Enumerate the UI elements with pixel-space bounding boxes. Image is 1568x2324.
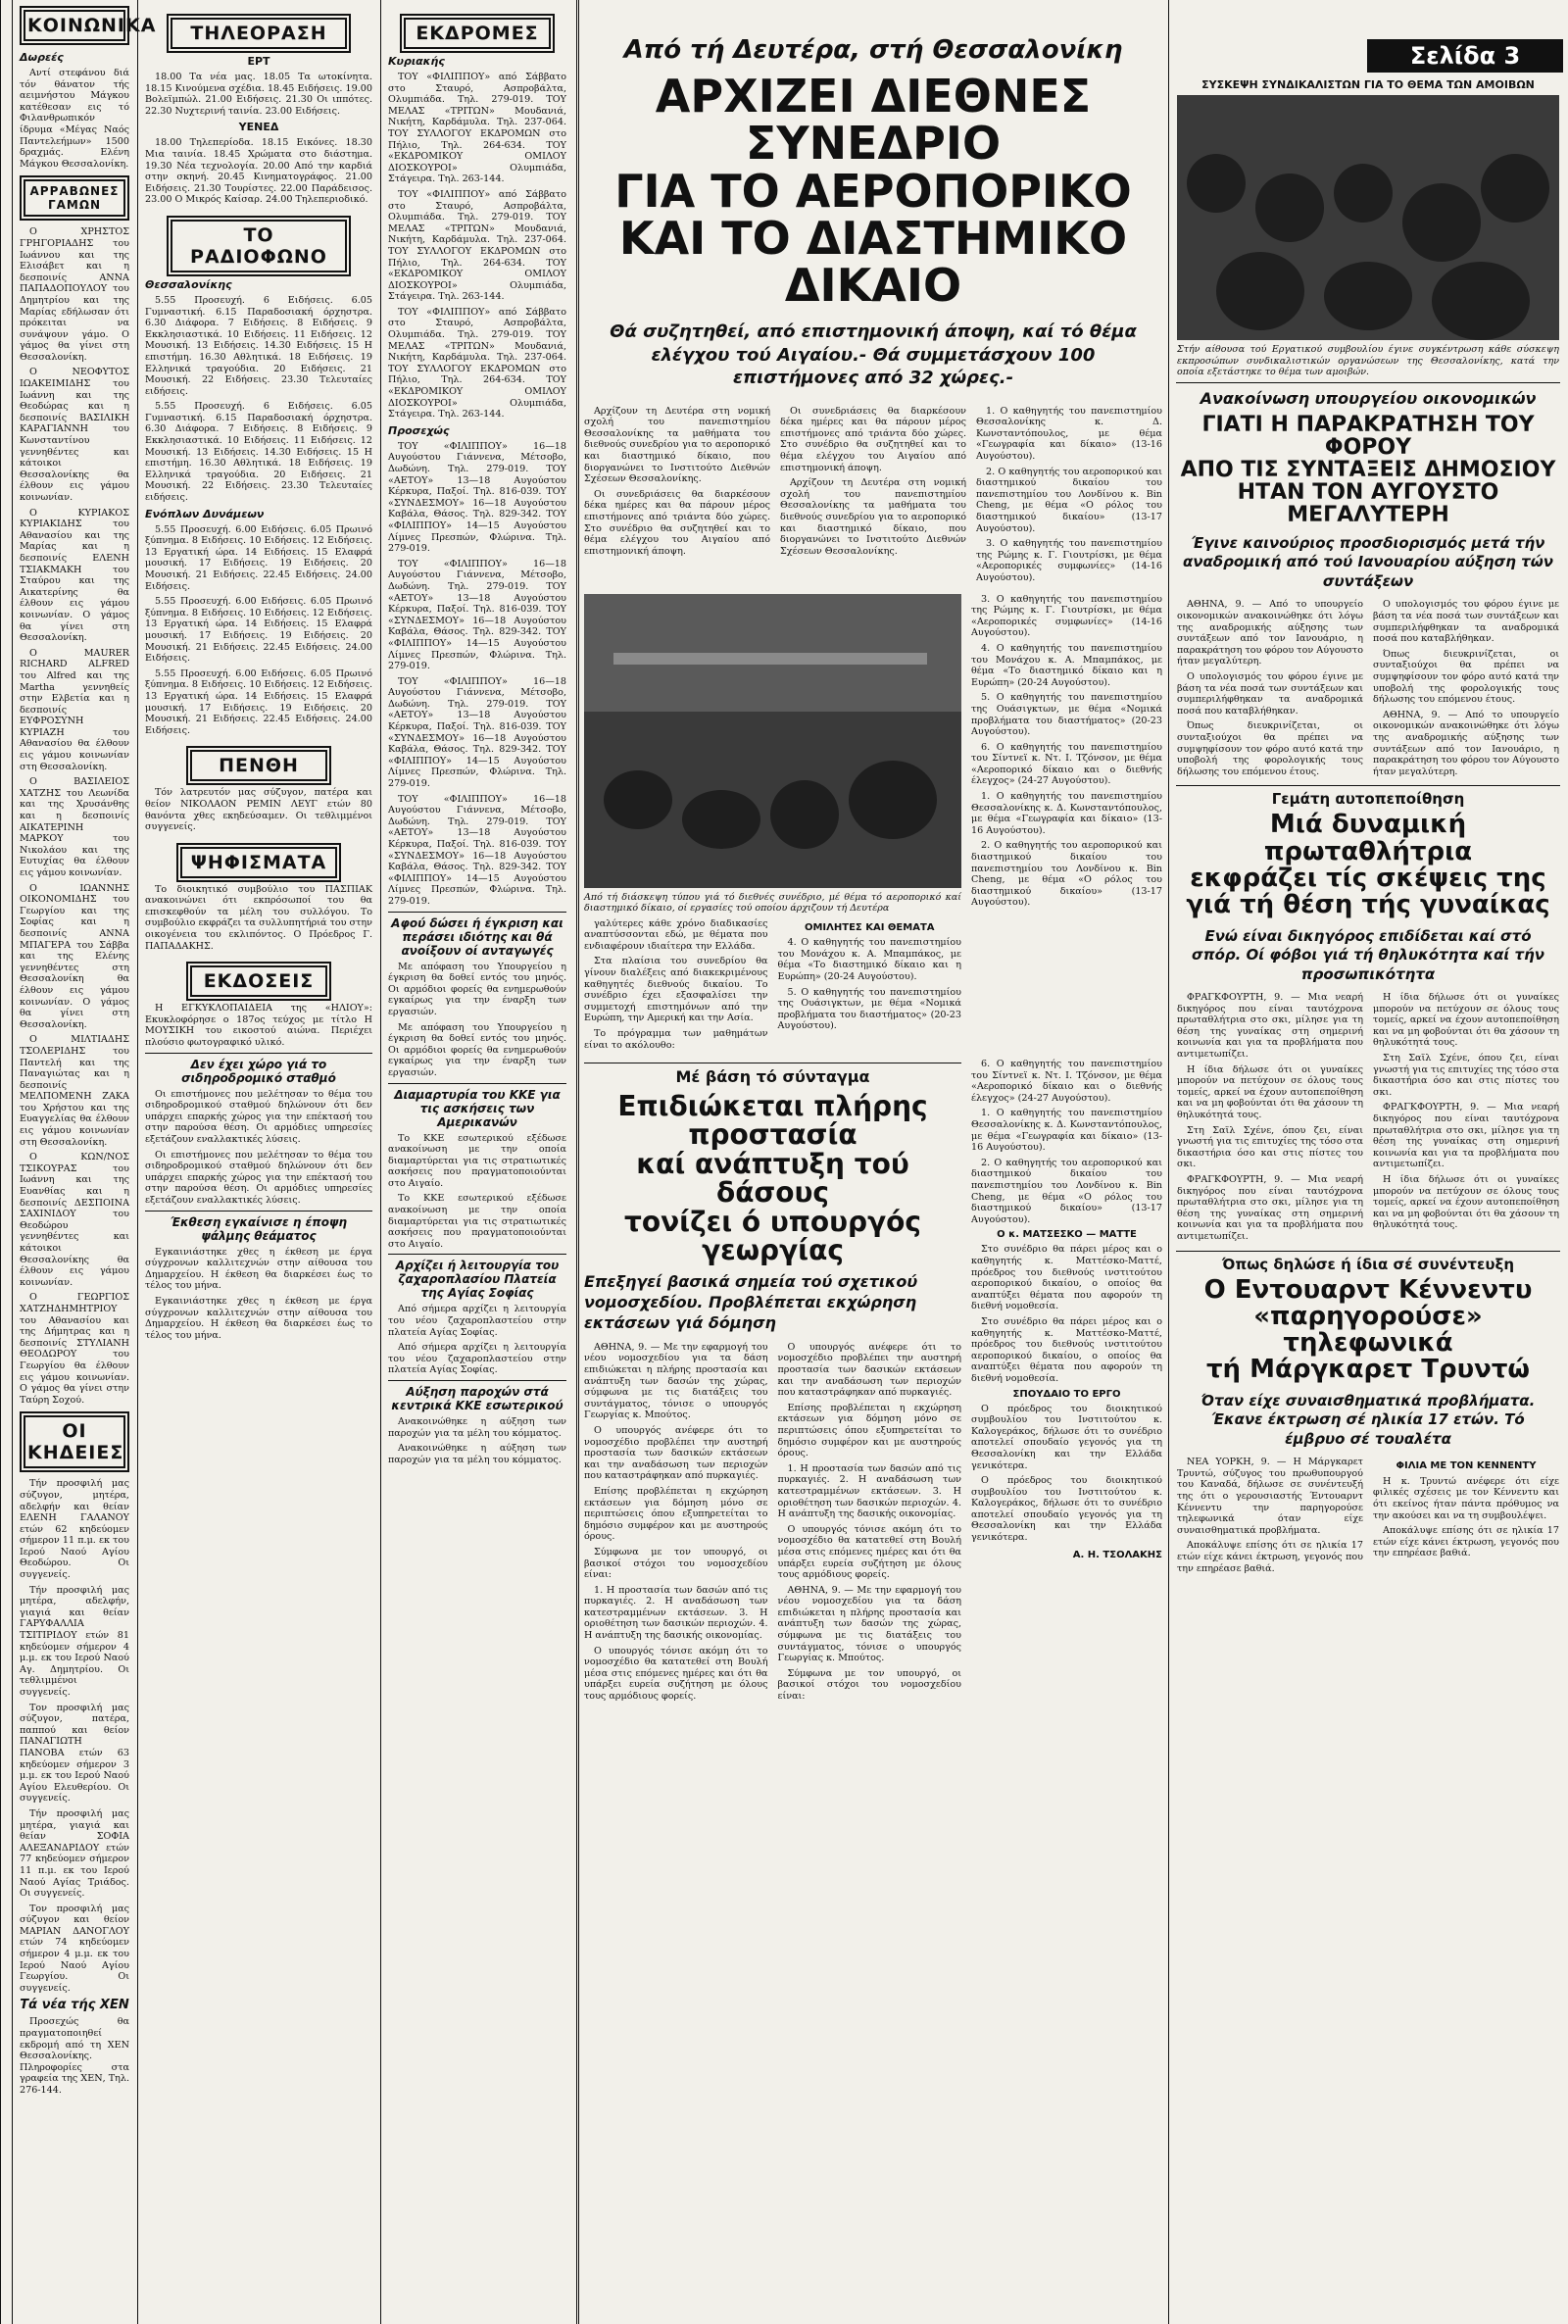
forest-body-b: Ο υπουργός ανέφερε ότι το νομοσχέδιο προβλέπει την αυστηρή προστασία των δασικών εκτάσεων και την αναδάσωση των περιοχών που καταστράφηκαν από πυρκαγιές. Επίσης προβλέπεται η εκχώρηση εκτάσεων για δόμηση μόνο σε περιπτώσεις όπου εξυπηρετείται το δημόσιο συμφέρον και με αυστηρούς όρους. 1. Η προστασία των δασών από τις πυρκαγιές. 2. Η αναδάσωση των κατεστραμμένων εκτάσεων. 3. Η οριοθέτηση των δασικών περιοχών. 4. Η ανάπτυξη της δασικής οικονομίας. Ο υπουργός τόνισε ακόμη ότι το νομοσχέδιο θα κατατεθεί στη Βουλή μέσα στις επόμενες ημέρες και ότι θα υπάρξει ευρεία συζήτηση με όλους τους αρμόδιους φορείς. ΑΘΗΝΑ, 9. — Με την εφαρμογή του νέου νομοσχεδίου για τα δάση επιδιώκεται η πλήρης προστασία και ανάπτυξη των δασών της χώρας, σύμφωνα με τις διατάξεις του συντάγματος, τόνισε ο υπουργός Γεωργίας κ. Μπούτος. Σύμφωνα με τον υπουργό, οι βασικοί στόχοι του νομοσχεδίου είναι: [777,1341,961,1703]
divider [1176,382,1560,383]
main-body-c: γαλύτερες κάθε χρόνο διαδικασίες αναπτύσσονται εδώ, με θέματα που ενδιαφέρουν ιδιαίτερα την Ελλάδα. Στα πλαίσια του συνεδρίου θα γίνουν διαλέξεις από διακεκριμένους καθηγητές διεθνούς δικαίου. Το συνέδριο έχει εξασφαλίσει την συμμετοχή επιστημόνων από την Ευρώπη, την Αμερική και την Ασία. Το πρόγραμμα των μαθημάτων είναι το ακόλουθο: [584,917,768,1051]
athlete-lead: Ενώ είναι δικηγόρος επιδίδεται καί στό σπόρ. Οί φόβοι γιά τή θηλυκότητα καί τήν προσωπικότητα [1192,926,1544,983]
publications-text: Η ΕΓΚΥΚΛΟΠΑΙΔΕΙΑ της «ΗΛΙΟΥ»: Εκυκλοφόρησε ο 187ος τεύχος με τίτλο Η ΜΟΥΣΙΚΗ του εικοστού αιώνα. Περιέχει πλούσιο φωτογραφικό υλικό. [145,1003,372,1049]
forest-kicker: Μέ βάση τό σύνταγμα [675,1067,870,1087]
divider [388,1380,566,1381]
yened-subhead: ΥΕΝΕΔ [238,121,279,134]
yened-text: 18.00 Τηλεπερίοδα. 18.15 Εικόνες. 18.30 Μια ταινία. 18.45 Χρώματα στο διάστημα. 19.30 Νέα τεχνολογία. 20.00 Από την καρδιά στην σκηνή. 20.45 Κινηματογράφος. 21.00 Ειδήσεις. 21.30 Τουρίστες. 22.00 Παράδεισος. 23.00 Ο Μικρός Καίσαρ. 24.00 Τηλεπεριοδικό. [145,137,372,206]
protest-box-headline: Διαμαρτυρία του ΚΚΕ για τις ασκήσεις των Αμερικανών [394,1087,561,1129]
armed-forces-subhead: Ενόπλων Δυνάμεων [145,507,265,520]
main-topics-2: 3. Ο καθηγητής του πανεπιστημίου της Ρώμης κ. Γ. Γιουτρίσκι, με θέμα «Αεροπορικές συμφωνίες» (14-16 Αυγούστου). 4. Ο καθηγητής του πανεπιστημίου του Μονάχου κ. Α. Μπαμπάκος, με θέμα «Το διαστημικό δίκαιο και η Ευρώπη» (20-24 Αυγούστου). 5. Ο καθηγητής του πανεπιστημίου της Ουάσιγκτων, με θέμα «Νομικά προβλήματα του διαστήματος» (20-23 Αυγούστου). 6. Ο καθηγητής του πανεπιστημίου του Σίντνεϊ κ. Ντ. Ι. Τζόνσον, με θέμα «Αεροπορικό δίκαιο και ο διεθνής έλεγχος» (24-27 Αυγούστου). 1. Ο καθηγητής του πανεπιστημίου Θεσσαλονίκης κ. Δ. Κωνσταντόπουλος, με θέμα «Γεωγραφία και δίκαιο» (13-16 Αυγούστου). 2. Ο καθηγητής του αεροπορικού και διαστημικού δικαίου του πανεπιστημίου του Λονδίνου κ. Bin Cheng, με θέμα «Ο ρόλος του διαστημικού δικαίου» (13-17 Αυγούστου). [971,593,1162,909]
section-engagements-header: ΑΡΡΑΒΩΝΕΣ ΓΑΜΩΝ [24,179,125,217]
section-tv-header: ΤΗΛΕΟΡΑΣΗ [171,18,347,49]
main-lead: Θά συζητηθεί, από επιστημονική άποψη, καί τό θέμα ελέγχου τού Αιγαίου.- Θά συμμετάσχουν 100 επιστήμονες από 32 χώρες.- [610,321,1137,389]
xen-news-header: Τά νέα τής ΧΕΝ [20,1998,129,2013]
xen-news-text: Προσεχώς θα πραγματοποιηθεί εκδρομή από τη ΧΕΝ Θεσσαλονίκης. Πληροφορίες στα γραφεία της ΧΕΝ, Τηλ. 276-144. [20,2016,129,2096]
column-excursions [384,0,570,2324]
union-photo-caption: Στήν αίθουσα τού Εργατικού συμβουλίου έγινε συγκέντρωση κάθε σύσκεψη εκπροσώπων συνδικαλιστικών οργανώσεων της Θεσσαλονίκης, κατά την οποία εξετάστηκε το θέμα των αμοιβών. [1177,344,1559,377]
tax-headline-line3: ΗΤΑΝ ΤΟΝ ΑΥΓΟΥΣΤΟ ΜΕΓΑΛΥΤΕΡΗ [1237,479,1499,527]
main-headline-line1: ΑΡΧΙΖΕΙ ΔΙΕΘΝΕΣ ΣΥΝΕΔΡΙΟ [655,70,1092,171]
section-funerals-header: ΟΙ ΚΗΔΕΙΕΣ [24,1415,125,1468]
tax-headline-line1: ΓΙΑΤΙ Η ΠΑΡΑΚΡΑΤΗΣΗ ΤΟΥ ΦΟΡΟΥ [1201,412,1535,460]
tax-headline-line2: ΑΠΟ ΤΙΣ ΣΥΝΤΑΞΕΙΣ ΔΗΜΟΣΙΟΥ [1180,457,1556,482]
main-topics-3: 6. Ο καθηγητής του πανεπιστημίου του Σίντνεϊ κ. Ντ. Ι. Τζόνσον, με θέμα «Αεροπορικό δίκαιο και ο διεθνής έλεγχος» (24-27 Αυγούστου). 1. Ο καθηγητής του πανεπιστημίου Θεσσαλονίκης κ. Δ. Κωνσταντόπουλος, με θέμα «Γεωγραφία και δίκαιο» (13-16 Αυγούστου). 2. Ο καθηγητής του αεροπορικού και διαστημικού δικαίου του πανεπιστημίου του Λονδίνου κ. Bin Cheng, με θέμα «Ο ρόλος του διαστημικού δικαίου» (13-17 Αυγούστου). [971,1059,1162,1225]
athlete-headline-line3: γιά τή θέση τής γυναίκας [1186,890,1550,920]
section-mourning-header: ΠΕΝΘΗ [190,750,327,781]
column-rule-2 [380,0,381,2324]
divider [388,1083,566,1084]
kennedy-friends-subhead: ΦΙΛΙΑ ΜΕ ΤΟΝ ΚΕΝΝΕΝΤΥ [1396,1460,1537,1472]
divider [145,1053,372,1054]
section-excursions-header: ΕΚΔΡΟΜΕΣ [404,18,551,49]
kennedy-kicker: Όπως δηλώσε ή ίδια σέ συνέντευξη [1221,1255,1514,1273]
conference-photo [584,594,961,888]
forest-lead: Επεξηγεί βασικά σημεία τού σχετικού νομοσχεδίου. Προβλέπεται εκχώρηση εκτάσεων γιά δόμηση [584,1272,918,1333]
work-subhead: ΣΠΟΥΔΑΙΟ ΤΟ ΕΡΓΟ [1012,1388,1121,1400]
kennedy-body-a: ΝΕΑ ΥΟΡΚΗ, 9. — Η Μάργκαρετ Τρυντώ, σύζυγος του πρωθυπουργού του Καναδά, δήλωσε σε συνέντευξή της ότι ο γερουσιαστής Έντουαρντ Κέννεντυ την παρηγορούσε τηλεφωνικά όταν είχε συναισθηματικά προβλήματα. Αποκάλυψε επίσης ότι σε ηλικία 17 ετών είχε κάνει έκτρωση, γεγονός που την επηρέασε βαθιά. [1177,1457,1363,1574]
sunday-subhead: Κυριακής [388,55,445,68]
exhibition-box-text: Εγκαινιάστηκε χθες η έκθεση με έργα σύγχρονων καλλιτεχνών στην αίθουσα του Δημαρχείου. Η έκθεση θα διαρκέσει έως το τέλος του μήνα. Εγκαινιάστηκε χθες η έκθεση με έργα σύγχρονων καλλιτεχνών στην αίθουσα του Δημαρχείου. Η έκθεση θα διαρκέσει έως το τέλος του μήνα. [145,1246,372,1341]
tax-body-b: Ο υπολογισμός του φόρου έγινε με βάση τα νέα ποσά των συντάξεων και συμπεριλήφθηκαν τα αναδρομικά ποσά που καταβλήθηκαν. Όπως διευκρινίζεται, οι συνταξιούχοι θα πρέπει να συμψηφίσουν τον φόρο αυτό κατά την υποβολή της φορολογικής τους δήλωσης του επόμενου έτους. ΑΘΗΝΑ, 9. — Από το υπουργείο οικονομικών ανακοινώθηκε ότι λόγω της αναδρομικής αύξησης των συντάξεων από τον Ιανουάριο, η παρακράτηση του φόρου τον Αύγουστο ήταν μεγαλύτερη. [1373,599,1559,777]
main-body-d: ΟΜΙΛΗΤΕΣ ΚΑΙ ΘΕΜΑΤΑ 4. Ο καθηγητής του πανεπιστημίου του Μονάχου κ. Α. Μπαμπάκος, με θέμα «Το διαστημικό δίκαιο και η Ευρώπη» (20-24 Αυγούστου). 5. Ο καθηγητής του πανεπιστημίου της Ουάσιγκτων, με θέμα «Νομικά προβλήματα του διαστήματος» (20-23 Αυγούστου). [777,921,961,1032]
station-box-headline: Δεν έχει χώρο γιά το σιδηροδρομικό σταθμό [181,1057,336,1085]
benefits-box-text: Ανακοινώθηκε η αύξηση των παροχών για τα μέλη του κόμματος. Ανακοινώθηκε η αύξηση των παροχών για τα μέλη του κόμματος. [388,1416,566,1465]
shop-box-headline: Αρχίζει ή λειτουργία του ζαχαροπλασίου Πλατεία της Αγίας Σοφίας [395,1259,560,1301]
left-page-edge [0,0,1,2324]
section-decisions-header: ΨΗΦΙΣΜΑΤΑ [180,847,337,878]
mattes-text: Στο συνέδριο θα πάρει μέρος και ο καθηγητής κ. Ματτέσκο-Ματτέ, πρόεδρος του διεθνούς ινστιτούτου αεροπορικού δικαίου, ο οποίος θα αναπτύξει θέματα που αφορούν τη διεθνή νομοθεσία. Στο συνέδριο θα πάρει μέρος και ο καθηγητής κ. Ματτέσκο-Ματτέ, πρόεδρος του διεθνούς ινστιτούτου αεροπορικού δικαίου, ο οποίος θα αναπτύξει θέματα που αφορούν τη διεθνή νομοθεσία. [971,1244,1162,1384]
tax-lead: Έγινε καινούριος προσδιορισμός μετά τήν αναδρομική από τού Ιανουαρίου αύξηση τών συντάξεων [1182,533,1553,590]
topics-subhead: ΟΜΙΛΗΤΕΣ ΚΑΙ ΘΕΜΑΤΑ [804,921,935,933]
column-rule-1 [137,0,138,2324]
shop-box-text: Από σήμερα αρχίζει η λειτουργία του νέου ζαχαροπλαστείου στην πλατεία Αγίας Σοφίας. Από σήμερα αρχίζει η λειτουργία του νέου ζαχαροπλαστείου στην πλατεία Αγίας Σοφίας. [388,1304,566,1376]
conference-photo-caption: Από τή διάσκεψη τύπου γιά τό διεθνές συνέδριο, μέ θέμα τό αεροπορικό καί διαστημικό δίκαιο, οί εργασίες τού οποίου άρχιζουν τή Δευτέρα [584,891,961,915]
upcoming-subhead: Προσεχώς [388,423,450,437]
forest-headline-line2: καί ανάπτυξη τού δάσους [636,1147,909,1210]
byline: Α. Η. ΤΣΟΛΑΚΗΣ [1072,1549,1162,1560]
section-publications-header: ΕΚΔΟΣΕΙΣ [190,965,327,997]
column-classifieds [16,0,157,2324]
kennedy-headline-line2: «παρηγορούσε» τηλεφωνικά [1253,1301,1483,1359]
forest-headline-line1: Επιδιώκεται πλήρης προστασία [617,1090,928,1152]
section-social-header: ΚΟΙΝΩΝΙΚΑ [24,10,125,41]
mattes-subhead: Ο κ. ΜΑΤΣΕΣΚΟ — ΜΑΤΤΕ [997,1229,1137,1241]
ert-text: 18.00 Τα νέα μας. 18.05 Τα ωτοκίνητα. 18.15 Κινούμενα σχέδια. 18.45 Ειδήσεις. 19.00 Βολεϊμπώλ. 21.00 Ειδήσεις. 21.30 Οι ιππότες. 22.30 Νυχτερινή ταινία. 23.00 Ειδήσεις. [145,72,372,117]
column-tv-radio [141,0,376,2324]
radio-thessaloniki-text: 5.55 Προσευχή. 6 Ειδήσεις. 6.05 Γυμναστική. 6.15 Παραδοσιακή όρχηστρα. 6.30 Διάφορα. 7 Ειδήσεις. 8 Ειδήσεις. 9 Εκκλησιαστικά. 10 Ειδήσεις. 11 Ειδήσεις. 12 Μουσική. 13 Ειδήσεις. 14.30 Ειδήσεις. 15 Η επιστήμη. 16.30 Αθλητικά. 18 Ειδήσεις. 19 Ελληνικά τραγούδια. 20 Ειδήσεις. 21 Μουσική. 22 Ειδήσεις. 23.30 Τελευταίες ειδήσεις. 5.55 Προσευχή. 6 Ειδήσεις. 6.05 Γυμναστική. 6.15 Παραδοσιακή όρχηστρα. 6.30 Διάφορα. 7 Ειδήσεις. 8 Ειδήσεις. 9 Εκκλησιαστικά. 10 Ειδήσεις. 11 Ειδήσεις. 12 Μουσική. 13 Ειδήσεις. 14.30 Ειδήσεις. 15 Η επιστήμη. 16.30 Αθλητικά. 18 Ειδήσεις. 19 Ελληνικά τραγούδια. 20 Ειδήσεις. 21 Μουσική. 22 Ειδήσεις. 23.30 Τελευταίες ειδήσεις. [145,294,372,504]
divider [1176,1251,1560,1252]
excursions-upcoming-text: ΤΟΥ «ΦΙΛΙΠΠΟΥ» 16—18 Αυγούστου Γιάννενα, Μέτσοβο, Δωδώνη. Τηλ. 279-019. ΤΟΥ «ΑΕΤΟΥ» 13—18 Αυγούστου Κέρκυρα, Παξοί. Τηλ. 816-039. ΤΟΥ «ΣΥΝΔΕΣΜΟΥ» 16—18 Αυγούστου Καβάλα, Θάσος. Τηλ. 829-342. ΤΟΥ «ΦΙΛΙΠΠΟΥ» 14—15 Αυγούστου Λίμνες Πρεσπών, Φλώρινα. Τηλ. 279-019. ΤΟΥ «ΦΙΛΙΠΠΟΥ» 16—18 Αυγούστου Γιάννενα, Μέτσοβο, Δωδώνη. Τηλ. 279-019. ΤΟΥ «ΑΕΤΟΥ» 13—18 Αυγούστου Κέρκυρα, Παξοί. Τηλ. 816-039. ΤΟΥ «ΣΥΝΔΕΣΜΟΥ» 16—18 Αυγούστου Καβάλα, Θάσος. Τηλ. 829-342. ΤΟΥ «ΦΙΛΙΠΠΟΥ» 14—15 Αυγούστου Λίμνες Πρεσπών, Φλώρινα. Τηλ. 279-019. ΤΟΥ «ΦΙΛΙΠΠΟΥ» 16—18 Αυγούστου Γιάννενα, Μέτσοβο, Δωδώνη. Τηλ. 279-019. ΤΟΥ «ΑΕΤΟΥ» 13—18 Αυγούστου Κέρκυρα, Παξοί. Τηλ. 816-039. ΤΟΥ «ΣΥΝΔΕΣΜΟΥ» 16—18 Αυγούστου Καβάλα, Θάσος. Τηλ. 829-342. ΤΟΥ «ΦΙΛΙΠΠΟΥ» 14—15 Αυγούστου Λίμνες Πρεσπών, Φλώρινα. Τηλ. 279-019. ΤΟΥ «ΦΙΛΙΠΠΟΥ» 16—18 Αυγούστου Γιάννενα, Μέτσοβο, Δωδώνη. Τηλ. 279-019. ΤΟΥ «ΑΕΤΟΥ» 13—18 Αυγούστου Κέρκυρα, Παξοί. Τηλ. 816-039. ΤΟΥ «ΣΥΝΔΕΣΜΟΥ» 16—18 Αυγούστου Καβάλα, Θάσος. Τηλ. 829-342. ΤΟΥ «ΦΙΛΙΠΠΟΥ» 14—15 Αυγούστου Λίμνες Πρεσπών, Φλώρινα. Τηλ. 279-019. [388,440,566,907]
benefits-box-headline: Αύξηση παροχών στά κεντρικά ΚΚΕ εσωτερικού [391,1385,564,1412]
forest-headline-line3: τονίζει ό υπουργός γεωργίας [623,1205,921,1267]
column-rule-4 [1168,0,1169,2324]
exhibition-box-headline: Έκθεση εγκαίνισε η έποψη ψάλμης θεάματος [170,1214,348,1243]
main-body-a: Αρχίζουν τη Δευτέρα στη νομική σχολή του πανεπιστημίου Θεσσαλονίκης τα μαθήματα του διεθνούς συνεδρίου για το αεροπορικό και διαστημικό δίκαιο, που διοργανώνει το Ινστιτούτο Διεθνών Σχέσεων Θεσσαλονίκης. Οι συνεδριάσεις θα διαρκέσουν δέκα ημέρες και θα πάρουν μέρος επιστήμονες από τριάντα δύο χώρες. Στο συνέδριο θα συζητηθεί και το θέμα ελέγχου του Αιγαίου από επιστημονική άποψη. [584,405,770,557]
divider [388,1254,566,1255]
union-meeting-photo [1177,95,1559,340]
athlete-kicker: Γεμάτη αυτοπεποίθηση [1271,790,1465,809]
section-radio-header: ΤΟ ΡΑΔΙΟΦΩΝΟ [171,220,347,272]
main-kicker: Από τή Δευτέρα, στή Θεσσαλονίκη [623,35,1123,65]
page-number-badge: Σελίδα 3 [1367,39,1563,73]
right-stories [1172,0,1564,2324]
tax-body-a: ΑΘΗΝΑ, 9. — Από το υπουργείο οικονομικών ανακοινώθηκε ότι λόγω της αναδρομικής αύξησης των συντάξεων από τον Ιανουάριο, η παρακράτηση του φόρου τον Αύγουστο ήταν μεγαλύτερη. Ο υπολογισμός του φόρου έγινε με βάση τα νέα ποσά των συντάξεων και συμπεριλήφθηκαν τα αναδρομικά ποσά που καταβλήθηκαν. Όπως διευκρινίζεται, οι συνταξιούχοι θα πρέπει να συμψηφίσουν τον φόρο αυτό κατά την υποβολή της φορολογικής τους δήλωσης του επόμενου έτους. [1177,599,1363,777]
divider [388,912,566,913]
approval-box-text: Με απόφαση του Υπουργείου η έγκριση θα δοθεί εντός του μηνός. Οι αρμόδιοι φορείς θα ενημερωθούν εγκαίρως για την έναρξη των εργασιών. Με απόφαση του Υπουργείου η έγκριση θα δοθεί εντός του μηνός. Οι αρμόδιοι φορείς θα ενημερωθούν εγκαίρως για την έναρξη των εργασιών. [388,961,566,1078]
athlete-body-a: ΦΡΑΓΚΦΟΥΡΤΗ, 9. — Μια νεαρή δικηγόρος που είναι ταυτόχρονα πρωταθλήτρια στο σκι, μίλησε για τη θέση της γυναίκας στη σημερινή κοινωνία και για τα προβλήματα που αντιμετωπίζει. Η ίδια δήλωσε ότι οι γυναίκες μπορούν να πετύχουν σε όλους τους τομείς, αρκεί να έχουν αυτοπεποίθηση και να μη φοβούνται ότι θα χάσουν τη θηλυκότητά τους. Στη Σαϊλ Σχένε, όπου ζει, είναι γνωστή για τις επιτυχίες της τόσο στα δικαστήρια όσο και στις πίστες του σκι. ΦΡΑΓΚΦΟΥΡΤΗ, 9. — Μια νεαρή δικηγόρος που είναι ταυτόχρονα πρωταθλήτρια στο σκι, μίλησε για τη θέση της γυναίκας στη σημερινή κοινωνία και για τα προβλήματα που αντιμετωπίζει. [1177,992,1363,1242]
kennedy-headline-line3: τή Μάργκαρετ Τρυντώ [1205,1355,1531,1385]
kennedy-body-b: ΦΙΛΙΑ ΜΕ ΤΟΝ ΚΕΝΝΕΝΤΥ Η κ. Τρυντώ ανέφερε ότι είχε φιλικές σχέσεις με τον Κέννεντυ και ότι εκείνος ήταν πάντα πρόθυμος να την ακούσει και να τη συμβουλέψει. Αποκάλυψε επίσης ότι σε ηλικία 17 ετών είχε κάνει έκτρωση, γεγονός που την επηρέασε βαθιά. [1373,1460,1559,1559]
radio-armed-forces-text: 5.55 Προσευχή. 6.00 Ειδήσεις. 6.05 Πρωινό ξύπνημα. 8 Ειδήσεις. 10 Ειδήσεις. 12 Ειδήσεις. 13 Εργατική ώρα. 14 Ειδήσεις. 15 Ελαφρά μουσική. 17 Ειδήσεις. 19 Ειδήσεις. 20 Μουσική. 21 Ειδήσεις. 22.45 Ειδήσεις. 24.00 Ειδήσεις. 5.55 Προσευχή. 6.00 Ειδήσεις. 6.05 Πρωινό ξύπνημα. 8 Ειδήσεις. 10 Ειδήσεις. 12 Ειδήσεις. 13 Εργατική ώρα. 14 Ειδήσεις. 15 Ελαφρά μουσική. 17 Ειδήσεις. 19 Ειδήσεις. 20 Μουσική. 21 Ειδήσεις. 22.45 Ειδήσεις. 24.00 Ειδήσεις. 5.55 Προσευχή. 6.00 Ειδήσεις. 6.05 Πρωινό ξύπνημα. 8 Ειδήσεις. 10 Ειδήσεις. 12 Ειδήσεις. 13 Εργατική ώρα. 14 Ειδήσεις. 15 Ελαφρά μουσική. 17 Ειδήσεις. 19 Ειδήσεις. 20 Μουσική. 21 Ειδήσεις. 22.45 Ειδήσεις. 24.00 Ειδήσεις. [145,523,372,736]
mourning-text: Τόν λατρευτόν μας σύζυγον, πατέρα και θείον ΝΙΚΟΛΑΟΝ ΡΕΜΙΝ ΛΕΥΓ ετών 80 θανόντα χθες εκηδεύσαμεν. Οι τεθλιμμένοι συγγενείς. [145,787,372,833]
funerals-text: Τήν προσφιλή μας σύζυγον, μητέρα, αδελφήν και θείαν ΕΛΕΝΗ ΓΑΛΑΝΟΥ ετών 62 κηδεύομεν σήμερον 11 π.μ. εκ του Ιερού Ναού Αγίου Θεοδώρου. Οι συγγενείς. Τήν προσφιλή μας μητέρα, αδελφήν, γιαγιά και θείαν ΓΑΡΥΦΑΛΛΙΑ ΤΣΙΤΙΡΙΔΟΥ ετών 81 κηδεύομεν σήμερον 4 μ.μ. εκ του Ιερού Ναού Αγ. Δημητρίου. Οι τεθλιμμένοι συγγενείς. Τον προσφιλή μας σύζυγον, πατέρα, παππού και θείον ΠΑΝΑΓΙΩΤΗ ΠΑΝΟΒΑ ετών 63 κηδεύομεν σήμερον 3 μ.μ. εκ του Ιερού Ναού Αγίου Ελευθερίου. Οι συγγενείς. Τήν προσφιλή μας μητέρα, γιαγιά και θείαν ΣΟΦΙΑ ΑΛΕΞΑΝΔΡΙΔΟΥ ετών 77 κηδεύομεν σήμερον 11 π.μ. εκ του Ιερού Ναού Αγίας Τριάδος. Οι συγγενείς. Τον προσφιλή μας σύζυγον και θείον ΜΑΡΙΑΝ ΔΑΝΟΓΛΟΥ ετών 74 κηδεύομεν σήμερον 4 μ.μ. εκ του Ιερού Ναού Αγίου Γεωργίου. Οι συγγενείς. [20,1478,129,1994]
station-box-text: Οι επιστήμονες που μελέτησαν το θέμα του σιδηροδρομικού σταθμού δηλώνουν ότι δεν υπάρχει επαρκής χώρος για την επέκτασή του στην παρούσα θέση. Οι αρμόδιες υπηρεσίες εξετάζουν εναλλακτικές λύσεις. Οι επιστήμονες που μελέτησαν το θέμα του σιδηροδρομικού σταθμού δηλώνουν ότι δεν υπάρχει επαρκής χώρος για την επέκτασή του στην παρούσα θέση. Οι αρμόδιες υπηρεσίες εξετάζουν εναλλακτικές λύσεις. [145,1088,372,1206]
kennedy-lead: Όταν είχε συναισθηματικά προβλήματα. Έκανε έκτρωση σέ ηλικία 17 ετών. Τό έμβρυο σέ τουαλέτα [1200,1391,1536,1448]
main-headline-line2: ΓΙΑ ΤΟ ΑΕΡΟΠΟΡΙΚΟ [614,164,1132,218]
forest-body-a: ΑΘΗΝΑ, 9. — Με την εφαρμογή του νέου νομοσχεδίου για τα δάση επιδιώκεται η πλήρης προστασία και ανάπτυξη των δασών της χώρας, σύμφωνα με τις διατάξεις του συντάγματος, τόνισε ο υπουργός Γεωργίας κ. Μπούτος. Ο υπουργός ανέφερε ότι το νομοσχέδιο προβλέπει την αυστηρή προστασία των δασικών εκτάσεων και την αναδάσωση των περιοχών που καταστράφηκαν από πυρκαγιές. Επίσης προβλέπεται η εκχώρηση εκτάσεων για δόμηση μόνο σε περιπτώσεις όπου εξυπηρετείται το δημόσιο συμφέρον και με αυστηρούς όρους. Σύμφωνα με τον υπουργό, οι βασικοί στόχοι του νομοσχεδίου είναι: 1. Η προστασία των δασών από τις πυρκαγιές. 2. Η αναδάσωση των κατεστραμμένων εκτάσεων. 3. Η οριοθέτηση των δασικών περιοχών. 4. Η ανάπτυξη της δασικής οικονομίας. Ο υπουργός τόνισε ακόμη ότι το νομοσχέδιο θα κατατεθεί στη Βουλή μέσα στις επόμενες ημέρες και ότι θα υπάρξει ευρεία συζήτηση με όλους τους αρμόδιους φορείς. [584,1341,768,1703]
donations-text: Αντί στεφάνου διά τόν θάνατον τής αειμνήστου Μάγκου κατέθεσαν εις τό Φιλανθρωπικόν ίδρυμα «Μέγας Ναός Παντελεήμων» 1500 δραχμάς. Ελένη Μάγκου Θεσσαλονίκη. [20,68,129,170]
main-stories [584,0,1162,2324]
column-rule-0 [12,0,13,2324]
union-photo-title: ΣΥΣΚΕΨΗ ΣΥΝΔΙΚΑΛΙΣΤΩΝ ΓΙΑ ΤΟ ΘΕΜΑ ΤΩΝ ΑΜΟΙΒΩΝ [1201,78,1535,91]
athlete-body-b: Η ίδια δήλωσε ότι οι γυναίκες μπορούν να πετύχουν σε όλους τους τομείς, αρκεί να έχουν αυτοπεποίθηση και να μη φοβούνται ότι θα χάσουν τη θηλυκότητά τους. Στη Σαϊλ Σχένε, όπου ζει, είναι γνωστή για τις επιτυχίες της τόσο στα δικαστήρια όσο και στις πίστες του σκι. ΦΡΑΓΚΦΟΥΡΤΗ, 9. — Μια νεαρή δικηγόρος που είναι ταυτόχρονα πρωταθλήτρια στο σκι, μίλησε για τη θέση της γυναίκας στη σημερινή κοινωνία και για τα προβλήματα που αντιμετωπίζει. Η ίδια δήλωσε ότι οι γυναίκες μπορούν να πετύχουν σε όλους τους τομείς, αρκεί να έχουν αυτοπεποίθηση και να μη φοβούνται ότι θα χάσουν τη θηλυκότητά τους. [1373,992,1559,1231]
approval-box-headline: Αφού δώσει ή έγκριση και περάσει ιδιότης και θά ανοίξουν οί ανταγωγές [391,915,564,958]
excursions-sunday-text: ΤΟΥ «ΦΙΛΙΠΠΟΥ» από Σάββατο στο Σταυρό, Ασπροβάλτα, Ολυμπιάδα. Τηλ. 279-019. ΤΟΥ ΜΕΛΑΣ «ΤΡΙΤΩΝ» Μουδανιά, Νικήτη, Καρδάμυλα. Τηλ. 237-064. ΤΟΥ ΣΥΛΛΟΓΟΥ ΕΚΔΡΟΜΩΝ στο Πήλιο, Τηλ. 264-634. ΤΟΥ «ΕΚΔΡΟΜΙΚΟΥ ΟΜΙΛΟΥ ΔΙΟΣΚΟΥΡΟΙ» Ολυμπιάδα, Στάγειρα. Τηλ. 263-144. ΤΟΥ «ΦΙΛΙΠΠΟΥ» από Σάββατο στο Σταυρό, Ασπροβάλτα, Ολυμπιάδα. Τηλ. 279-019. ΤΟΥ ΜΕΛΑΣ «ΤΡΙΤΩΝ» Μουδανιά, Νικήτη, Καρδάμυλα. Τηλ. 237-064. ΤΟΥ ΣΥΛΛΟΓΟΥ ΕΚΔΡΟΜΩΝ στο Πήλιο, Τηλ. 264-634. ΤΟΥ «ΕΚΔΡΟΜΙΚΟΥ ΟΜΙΛΟΥ ΔΙΟΣΚΟΥΡΟΙ» Ολυμπιάδα, Στάγειρα. Τηλ. 263-144. ΤΟΥ «ΦΙΛΙΠΠΟΥ» από Σάββατο στο Σταυρό, Ασπροβάλτα, Ολυμπιάδα. Τηλ. 279-019. ΤΟΥ ΜΕΛΑΣ «ΤΡΙΤΩΝ» Μουδανιά, Νικήτη, Καρδάμυλα. Τηλ. 237-064. ΤΟΥ ΣΥΛΛΟΓΟΥ ΕΚΔΡΟΜΩΝ στο Πήλιο, Τηλ. 264-634. ΤΟΥ «ΕΚΔΡΟΜΙΚΟΥ ΟΜΙΛΟΥ ΔΙΟΣΚΟΥΡΟΙ» Ολυμπιάδα, Στάγειρα. Τηλ. 263-144. [388,72,566,420]
engagements-text: Ο ΧΡΗΣΤΟΣ ΓΡΗΓΟΡΙΑΔΗΣ του Ιωάννου και της Ελισάβετ και η δεσποινίς ΑΝΝΑ ΠΑΠΑΔΟΠΟΥΛΟΥ του Δημητρίου και της Μαρίας εδήλωσαν ότι πρόκειται να συνάψουν γάμο. Ο γάμος θα γίνει στη Θεσσαλονίκη. Ο ΝΕΟΦΥΤΟΣ ΙΩΑΚΕΙΜΙΔΗΣ του Ιωάννη και της Θεοδώρας και η δεσποινίς ΒΑΣΙΛΙΚΗ ΚΑΡΑΓΙΑΝΝΗ του Κωνσταντίνου γεννηθέντες και κάτοικοι Θεσσαλονίκης θα έλθουν εις γάμου κοινωνίαν. Ο ΚΥΡΙΑΚΟΣ ΚΥΡΙΑΚΙΔΗΣ του Αθανασίου και της Μαρίας και η δεσποινίς ΕΛΕΝΗ ΤΣΙΑΚΜΑΚΗ του Σταύρου και της Αικατερίνης θα έλθουν εις γάμου κοινωνίαν. Ο γάμος θα γίνει στη Θεσσαλονίκη. Ο MAURER RICHARD ALFRED του Alfred και της Martha γεννηθείς στην Ελβετία και η δεσποινίς ΕΥΦΡΟΣΥΝΗ ΚΥΡΙΑΖΗ του Αθανασίου θα έλθουν εις γάμου κοινωνίαν στη Θεσσαλονίκη. Ο ΒΑΣΙΛΕΙΟΣ ΧΑΤΖΗΣ του Λεωνίδα και της Χρυσάνθης και η δεσποινίς ΑΙΚΑΤΕΡΙΝΗ ΜΑΡΚΟΥ του Νικολάου και της Ευτυχίας θα έλθουν εις γάμου κοινωνίαν. Ο ΙΩΑΝΝΗΣ ΟΙΚΟΝΟΜΙΔΗΣ του Γεωργίου και της Σοφίας και η δεσποινίς ΑΝΝΑ ΜΠΑΓΕΡΑ του Σάββα και της Ελένης γεννηθέντες στη Θεσσαλονίκη θα έλθουν εις γάμου κοινωνίαν. Ο γάμος θα γίνει στη Θεσσαλονίκη. Ο ΜΙΛΤΙΑΔΗΣ ΤΣΟΛΕΡΙΔΗΣ του Παντελή και της Παναγιώτας και η δεσποινίς ΜΕΛΠΟΜΕΝΗ ΖΑΚΑ του Χρήστου και της Ευαγγελίας θα έλθουν εις γάμου κοινωνίαν στη Θεσσαλονίκη. Ο ΚΩΝ/ΝΟΣ ΤΣΙΚΟΥΡΑΣ του Ιωάννη και της Ευανθίας και η δεσποινίς ΔΕΣΠΟΙΝΑ ΣΑΧΙΝΙΔΟΥ του Θεοδώρου γεννηθέντες και κάτοικοι Θεσσαλονίκης θα έλθουν εις γάμου κοινωνίαν. Ο ΓΕΩΡΓΙΟΣ ΧΑΤΖΗΔΗΜΗΤΡΙΟΥ του Αθανασίου και της Δήμητρας και η δεσποινίς ΣΤΥΛΙΑΝΗ ΘΕΟΔΩΡΟΥ του Γεωργίου θα έλθουν εις γάμου κοινωνίαν. Ο γάμος θα γίνει στην Ταύρη Σοχού. [20,226,129,1406]
donations-subhead: Δωρεές [20,51,64,64]
main-headline-line3: ΚΑΙ ΤΟ ΔΙΑΣΤΗΜΙΚΟ ΔΙΚΑΙΟ [618,211,1128,313]
main-body-b: Οι συνεδριάσεις θα διαρκέσουν δέκα ημέρες και θα πάρουν μέρος επιστήμονες από τριάντα δύο χώρες. Στο συνέδριο θα συζητηθεί και το θέμα ελέγχου του Αιγαίου από επιστημονική άποψη. Αρχίζουν τη Δευτέρα στη νομική σχολή του πανεπιστημίου Θεσσαλονίκης τα μαθήματα του διεθνούς συνεδρίου για το αεροπορικό και διαστημικό δίκαιο, που διοργανώνει το Ινστιτούτο Διεθνών Σχέσεων Θεσσαλονίκης. [780,405,966,557]
tax-kicker: Ανακοίνωση υπουργείου οικονομικών [1200,388,1537,408]
ert-subhead: ΕΡΤ [247,55,270,68]
kennedy-headline-line1: Ο Εντουαρντ Κέννεντυ [1203,1274,1533,1305]
athlete-headline-line1: Μιά δυναμική πρωταθλήτρια [1263,810,1473,866]
thessaloniki-subhead: Θεσσαλονίκης [145,277,232,291]
column-rule-3 [576,0,579,2324]
athlete-headline-line2: εκφράζει τίς σκέψεις της [1190,863,1546,893]
protest-box-text: Το ΚΚΕ εσωτερικού εξέδωσε ανακοίνωση με την οποία διαμαρτύρεται για τις στρατιωτικές ασκήσεις που πραγματοποιούνται στο Αιγαίο. Το ΚΚΕ εσωτερικού εξέδωσε ανακοίνωση με την οποία διαμαρτύρεται για τις στρατιωτικές ασκήσεις που πραγματοποιούνται στο Αιγαίο. [388,1132,566,1250]
divider [1176,785,1560,786]
decisions-text: Το διοικητικό συμβούλιο του ΠΑΣΠΙΑΚ ανακοινώνει ότι εκπρόσωποί του θα επισκεφθούν τα μέλη του συλλόγου. Το συμβούλιο εκφράζει τα συλλυπητήριά του στην οικογένεια του εκλιπόντος. Ο Πρόεδρος Γ. ΠΑΠΑΔΑΚΗΣ. [145,883,372,952]
main-topics-1: 1. Ο καθηγητής του πανεπιστημίου Θεσσαλονίκης κ. Δ. Κωνσταντόπουλος, με θέμα «Γεωγραφία και δίκαιο» (13-16 Αυγούστου). 2. Ο καθηγητής του αεροπορικού και διαστημικού δικαίου του πανεπιστημίου του Λονδίνου κ. Bin Cheng, με θέμα «Ο ρόλος του διαστημικού δικαίου» (13-17 Αυγούστου). 3. Ο καθηγητής του πανεπιστημίου της Ρώμης κ. Γ. Γιουτρίσκι, με θέμα «Αεροπορικές συμφωνίες» (14-16 Αυγούστου). [976,405,1162,583]
work-text: Ο πρόεδρος του διοικητικού συμβουλίου του Ινστιτούτου κ. Καλογεράκος, δήλωσε ότι το συνέδριο αποτελεί σπουδαίο γεγονός για τη Θεσσαλονίκη και την Ελλάδα γενικότερα. Ο πρόεδρος του διοικητικού συμβουλίου του Ινστιτούτου κ. Καλογεράκος, δήλωσε ότι το συνέδριο αποτελεί σπουδαίο γεγονός για τη Θεσσαλονίκη και την Ελλάδα γενικότερα. [971,1403,1162,1544]
